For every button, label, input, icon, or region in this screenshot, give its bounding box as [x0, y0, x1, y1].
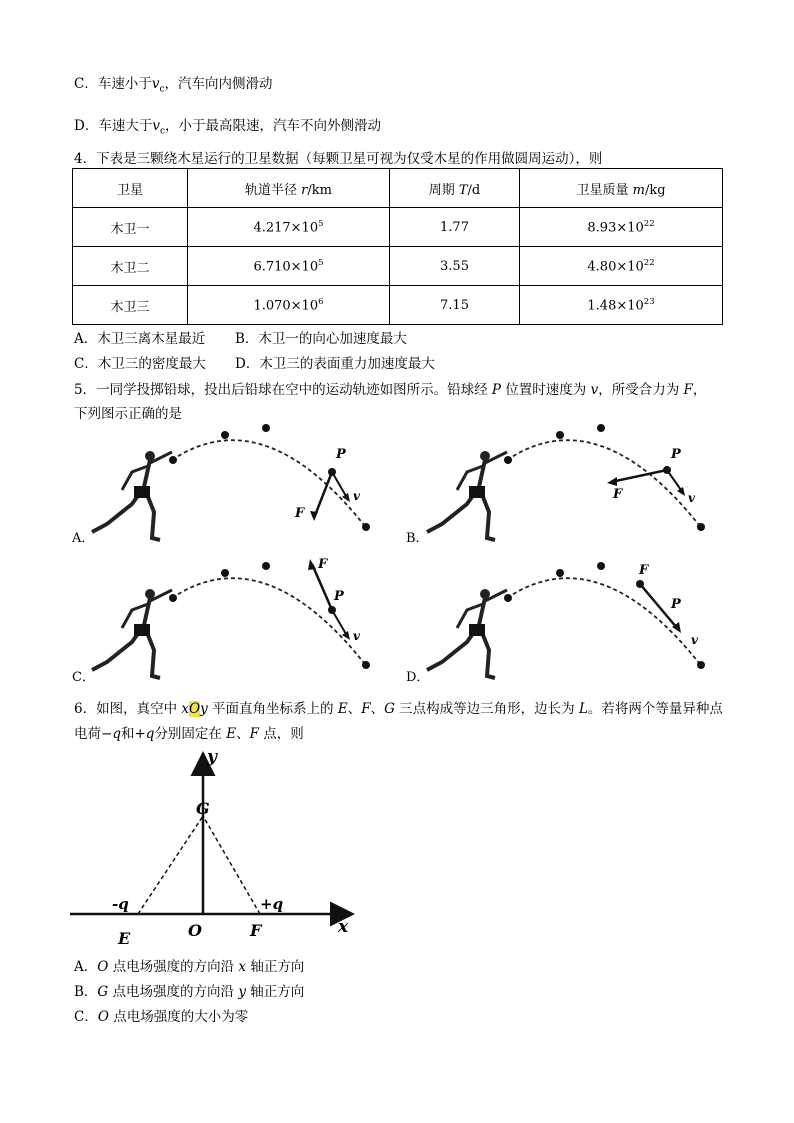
q6-option-a: A．O 点电场强度的方向沿 x 轴正方向 — [74, 959, 305, 975]
athlete-figure — [427, 451, 507, 540]
label-v: v — [353, 489, 360, 503]
label-E: E — [118, 929, 131, 947]
label-v: v — [691, 633, 698, 647]
athlete-figure — [427, 589, 507, 678]
label-P: P — [334, 589, 344, 604]
q6-stem-line2: 电荷−q和+q分别固定在 E、F 点，则 — [74, 726, 304, 742]
q6-stem-line1: 6．如图，真空中 xOy 平面直角坐标系上的 E、F、G 三点构成等边三角形，边长为 L。若将两个等量异种点 — [74, 701, 723, 717]
shot-put-figure-c — [70, 548, 390, 683]
table-header-row — [73, 169, 723, 208]
label-v: v — [688, 491, 695, 505]
shot-put-figure-d — [405, 548, 725, 683]
shot-put-figure-b — [405, 420, 725, 545]
q6-option-c: C．O 点电场强度的大小为零 — [74, 1009, 249, 1025]
q4-option-b: B．木卫一的向心加速度最大 — [235, 331, 407, 347]
label-F: F — [295, 506, 305, 521]
table-row: 木卫三 $1.070\times 10^6$ 7.15 $1.48\times 10^{23}$ — [73, 286, 723, 325]
coordinate-figure — [70, 742, 370, 947]
table-row: 木卫二 $6.710\times 10^5$ 3.55 $4.80\times 10^{22}$ — [73, 247, 723, 286]
col-header-period: 周期 T/d — [390, 169, 520, 208]
label-F: F — [639, 563, 649, 578]
label-P: P — [671, 597, 681, 612]
athlete-figure — [92, 451, 172, 540]
satellite-table — [72, 168, 723, 325]
label-O: O — [188, 921, 202, 940]
figure-choice-a: A． — [72, 531, 95, 546]
label-G: G — [196, 799, 210, 818]
label-neg-q: -q — [112, 895, 129, 913]
label-F: F — [613, 487, 623, 502]
label-x: x — [338, 917, 349, 937]
label-F: F — [318, 557, 328, 572]
figure-choice-d: D． — [406, 670, 430, 685]
figure-choice-c: C． — [72, 670, 95, 685]
label-v: v — [353, 629, 360, 643]
athlete-figure — [92, 589, 172, 678]
label-pos-q: +q — [260, 895, 284, 913]
label-P: P — [671, 447, 681, 462]
q4-option-c: C．木卫三的密度最大 — [74, 356, 206, 372]
col-header-radius: 轨道半径 r/km — [188, 169, 390, 208]
table-row: 木卫一 $4.217\times 10^5$ 1.77 $8.93\times 10^{22}$ — [73, 208, 723, 247]
q3-option-c: C．车速小于$v_c$，汽车向内侧滑动 — [74, 76, 273, 95]
figure-choice-b: B． — [406, 531, 429, 546]
q6-option-b: B．G 点电场强度的方向沿 y 轴正方向 — [74, 984, 305, 1000]
label-F: F — [250, 921, 262, 940]
q5-stem-line2: 下列图示正确的是 — [74, 406, 182, 422]
label-y: y — [207, 747, 217, 767]
col-header-mass: 卫星质量 m/kg — [520, 169, 723, 208]
col-header-satellite: 卫星 — [73, 169, 188, 208]
q4-option-a: A．木卫三离木星最近 — [74, 331, 206, 347]
q4-stem: 4．下表是三颗绕木星运行的卫星数据（每颗卫星可视为仅受木星的作用做圆周运动），则 — [74, 151, 603, 167]
q4-option-d: D．木卫三的表面重力加速度最大 — [235, 356, 435, 372]
label-P: P — [336, 447, 346, 462]
q3-option-d: D．车速大于$v_c$，小于最高限速，汽车不向外侧滑动 — [74, 118, 382, 137]
shot-put-figure-a — [70, 420, 390, 545]
q5-stem-line1: 5．一同学投掷铅球，投出后铅球在空中的运动轨迹如图所示。铅球经 P 位置时速度为 v，所受合力为 F， — [74, 382, 707, 398]
